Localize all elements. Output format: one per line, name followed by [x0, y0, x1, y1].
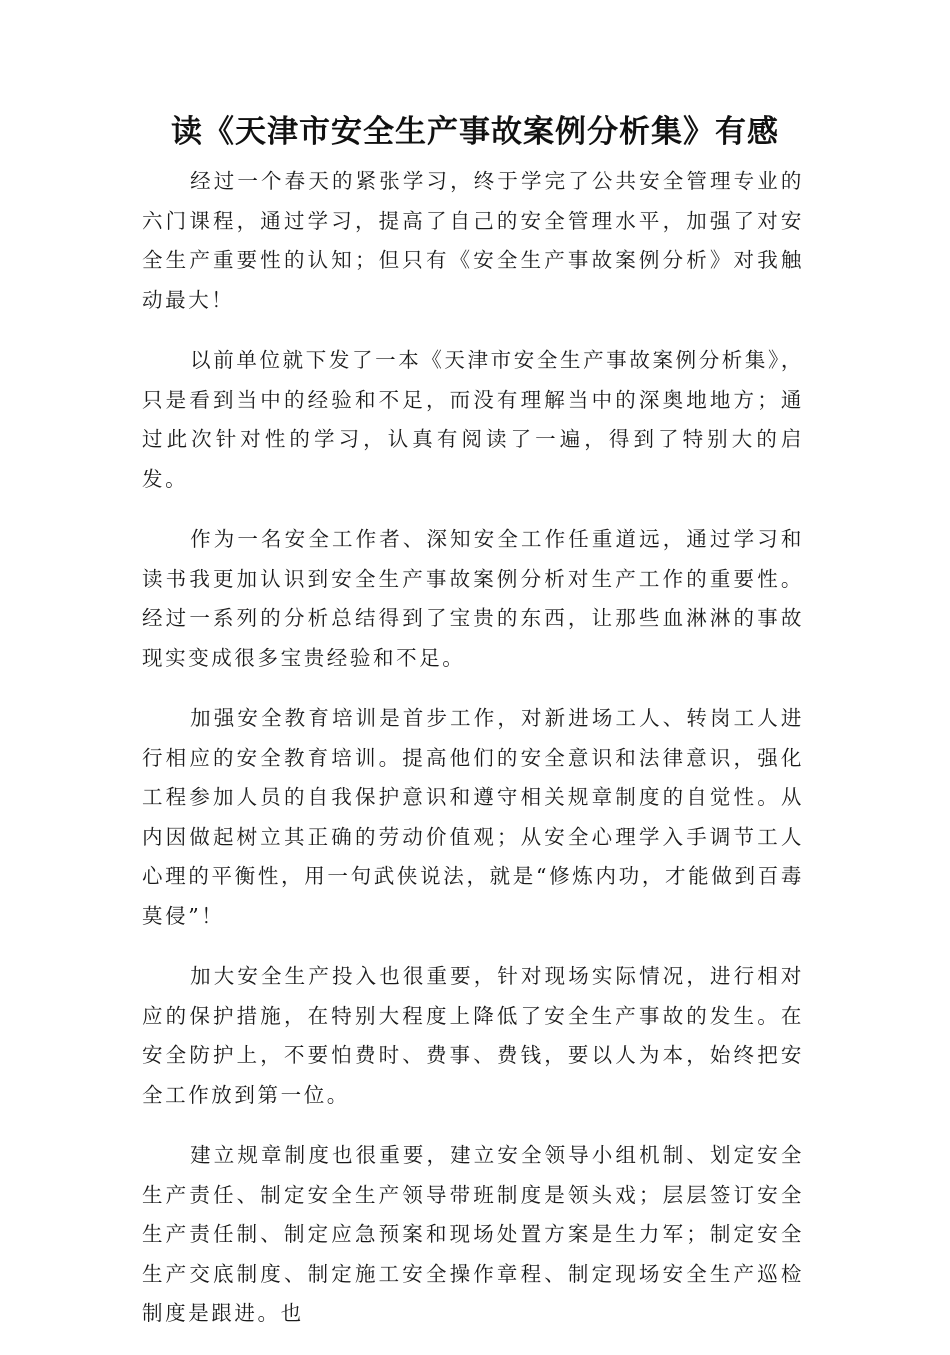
paragraph-1: 经过一个春天的紧张学习，终于学完了公共安全管理专业的六门课程，通过学习，提高了自己的安全管理水平，加强了对安全生产重要性的认知；但只有《安全生产事故案例分析》对我触动最大！ — [142, 169, 804, 312]
paragraph-3: 作为一名安全工作者、深知安全工作任重道远，通过学习和读书我更加认识到安全生产事故案例分析对生产工作的重要性。经过一系列的分析总结得到了宝贵的东西，让那些血淋淋的事故现实变成很多宝贵经验和不足。 — [142, 527, 804, 670]
paragraph-2: 以前单位就下发了一本《天津市安全生产事故案例分析集》，只是看到当中的经验和不足，而没有理解当中的深奥地地方；通过此次针对性的学习，认真有阅读了一遍，得到了特别大的启发。 — [142, 348, 804, 491]
document-title: 读《天津市安全生产事故案例分析集》有感 — [171, 114, 779, 150]
paragraph-5: 加大安全生产投入也很重要，针对现场实际情况，进行相对应的保护措施，在特别大程度上降低了安全生产事故的发生。在安全防护上，不要怕费时、费事、费钱，要以人为本，始终把安全工作放到第一位。 — [142, 964, 804, 1107]
paragraph-6: 建立规章制度也很重要，建立安全领导小组机制、划定安全生产责任、制定安全生产领导带班制度是领头戏；层层签订安全生产责任制、制定应急预案和现场处置方案是生力军；制定安全生产交底制度、制定施工安全操作章程、制定现场安全生产巡检制度是跟进。也 — [142, 1143, 804, 1325]
paragraph-4: 加强安全教育培训是首步工作，对新进场工人、转岗工人进行相应的安全教育培训。提高他们的安全意识和法律意识，强化工程参加人员的自我保护意识和遵守相关规章制度的自觉性。从内因做起树立其正确的劳动价值观；从安全心理学入手调节工人心理的平衡性，用一句武侠说法，就是“修炼内功，才能做到百毒莫侵”！ — [142, 706, 804, 928]
document-body — [142, 162, 804, 1355]
